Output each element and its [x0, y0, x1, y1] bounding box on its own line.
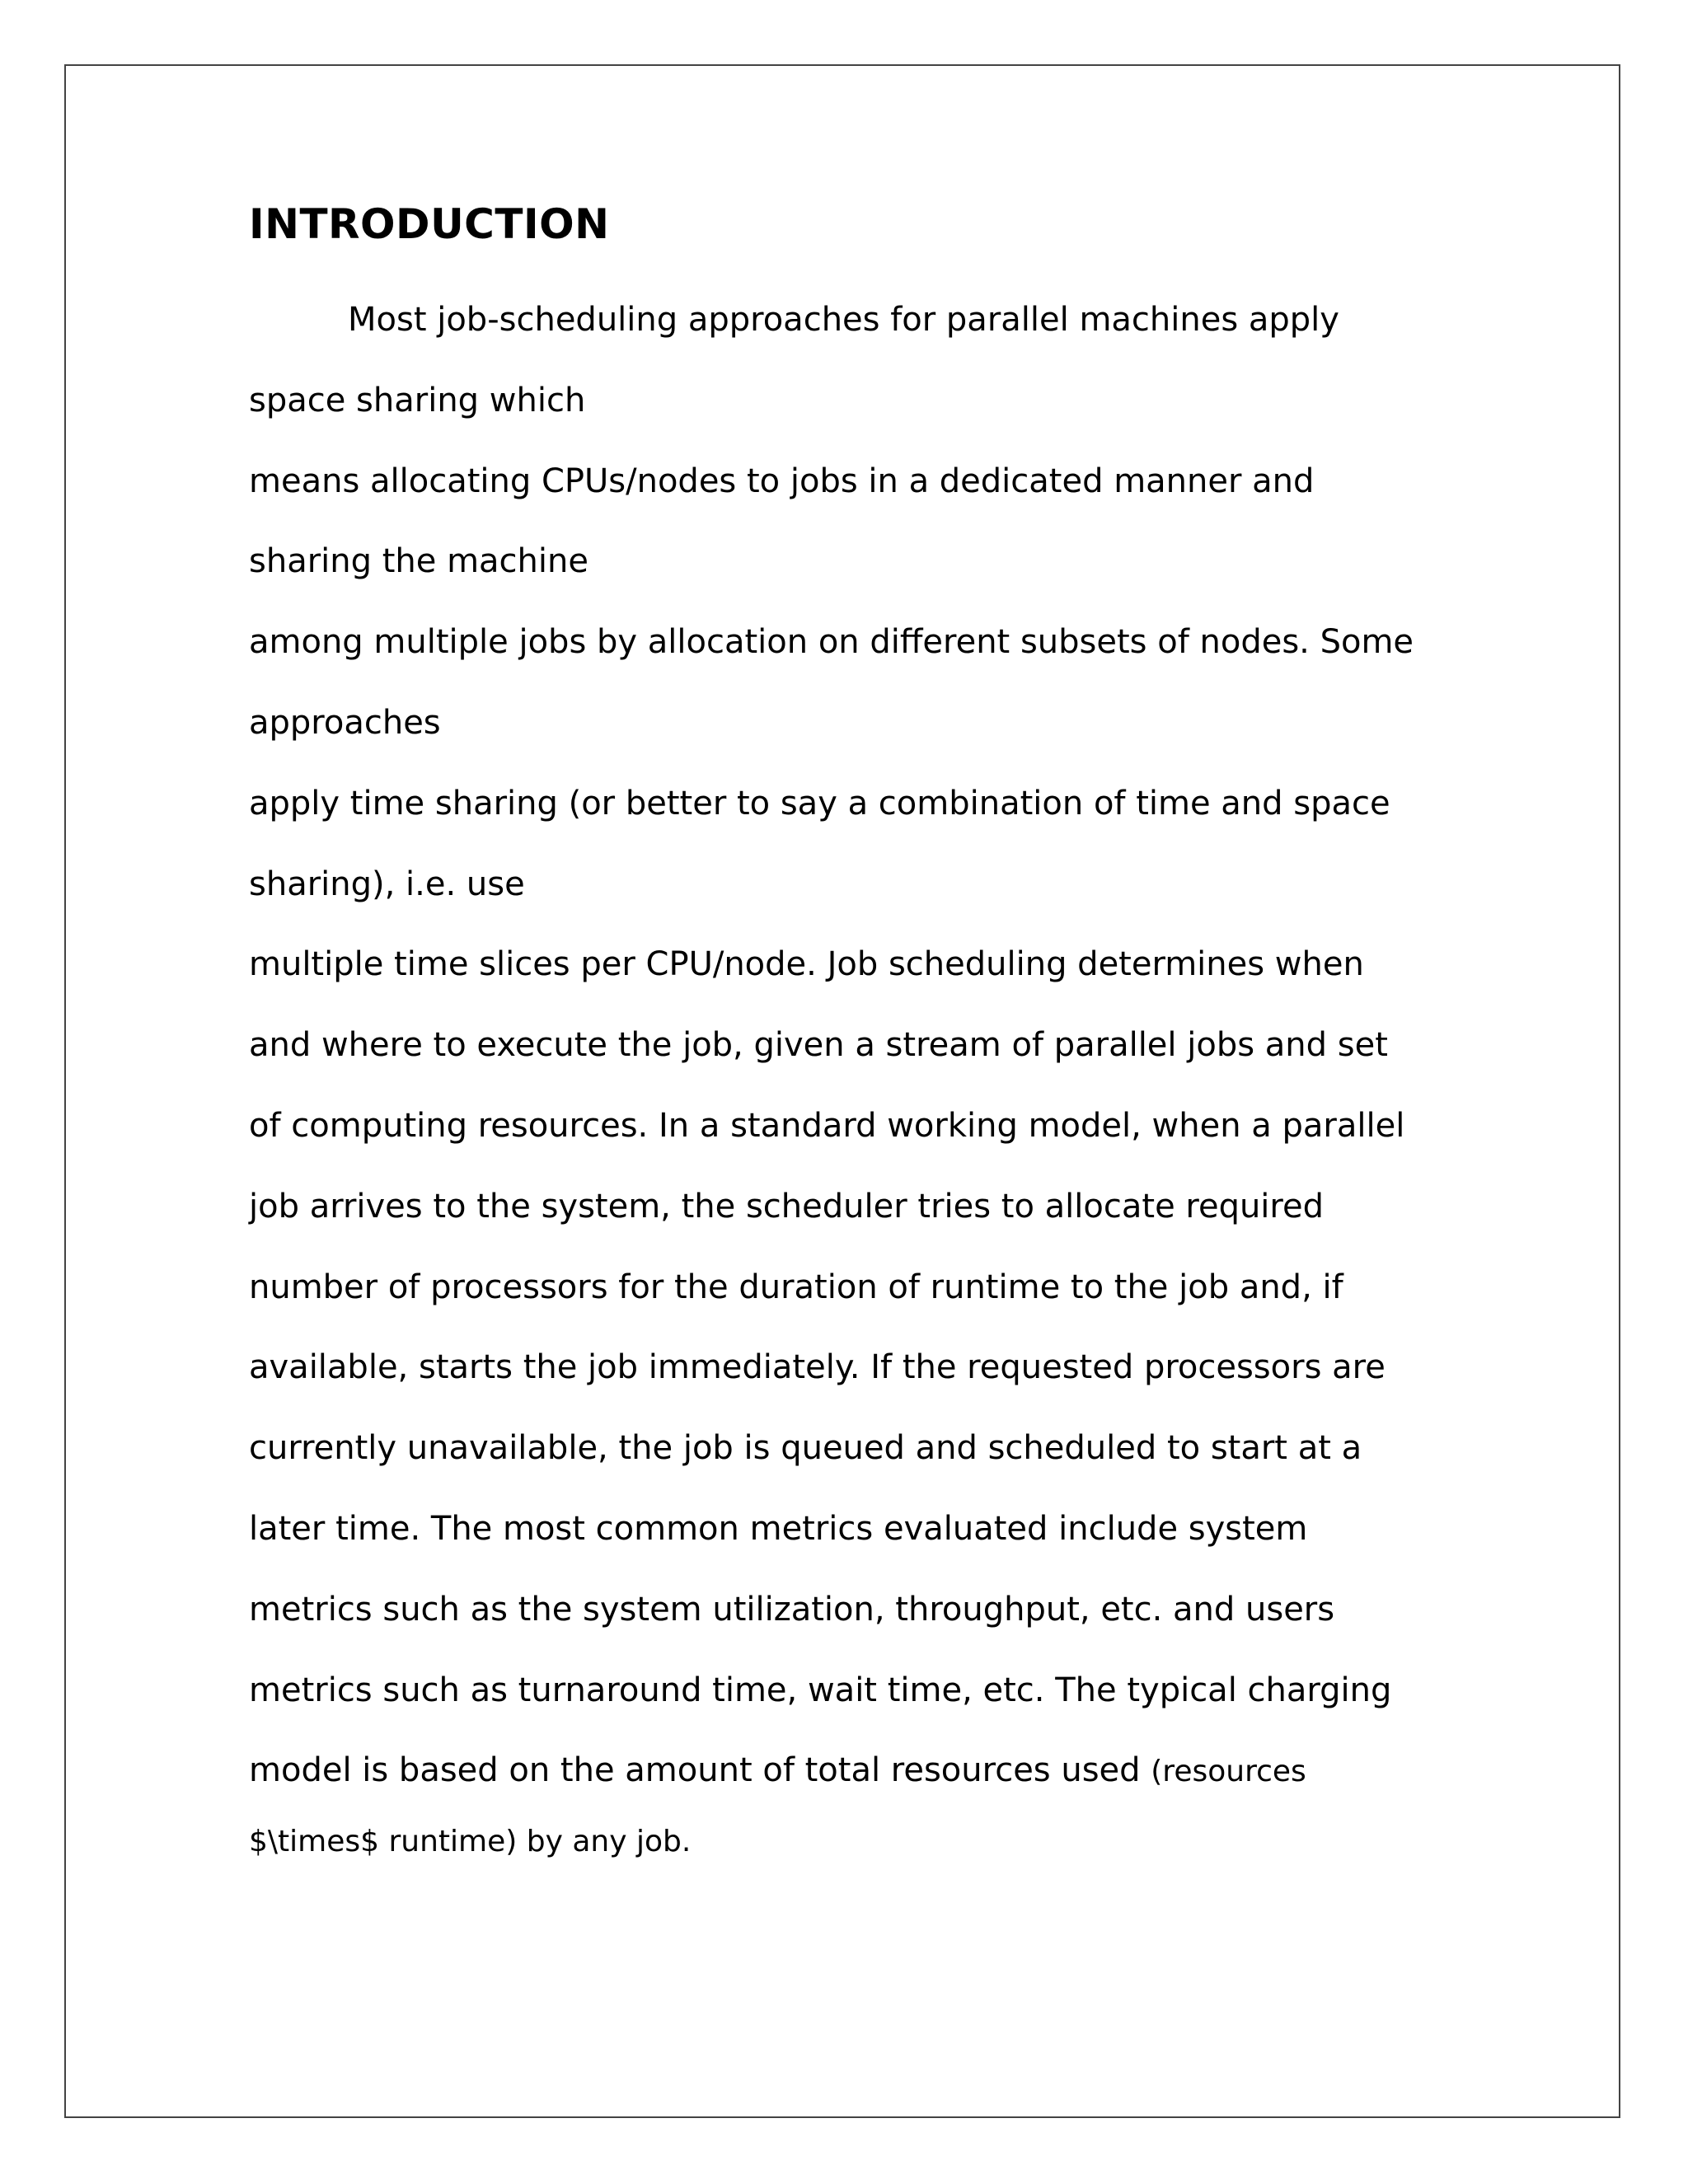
paragraph-line: of computing resources. In a standard working model, when a parallel: [249, 1106, 1405, 1145]
last-line-small-text: (resources: [1151, 1755, 1306, 1789]
paragraph-line: multiple time slices per CPU/node. Job scheduling determines when: [249, 945, 1364, 984]
paragraph-line-last: [249, 1746, 1485, 1826]
paragraph-line: apply time sharing (or better to say a combination of time and space: [249, 784, 1390, 823]
paragraph-line: currently unavailable, the job is queued and scheduled to start at a: [249, 1429, 1362, 1468]
paragraph-line: metrics such as the system utilization, throughput, etc. and users: [249, 1590, 1335, 1629]
paragraph-line: means allocating CPUs/nodes to jobs in a dedicated manner and: [249, 462, 1315, 500]
paragraph-line: later time. The most common metrics evaluated include system: [249, 1509, 1308, 1548]
paragraph-line: sharing the machine: [249, 542, 588, 581]
paragraph-line: space sharing which: [249, 381, 586, 419]
paragraph-line: and where to execute the job, given a stream of parallel jobs and set: [249, 1026, 1388, 1065]
paragraph-line: job arrives to the system, the scheduler tries to allocate required: [249, 1187, 1324, 1226]
paragraph-line: metrics such as turnaround time, wait time, etc. The typical charging: [249, 1671, 1392, 1709]
paragraph-line: approaches: [249, 703, 441, 742]
paragraph-line: available, starts the job immediately. If the requested processors are: [249, 1348, 1386, 1387]
body-paragraph: [249, 295, 1485, 1826]
section-heading: INTRODUCTION: [249, 200, 610, 248]
paragraph-line: sharing), i.e. use: [249, 865, 525, 903]
last-line-main-text: model is based on the amount of total resources used: [249, 1751, 1151, 1790]
paragraph-line: number of processors for the duration of runtime to the job and, if: [249, 1268, 1343, 1306]
paragraph-tail-line: $\times$ runtime) by any job.: [249, 1825, 692, 1858]
paragraph-line: among multiple jobs by allocation on different subsets of nodes. Some: [249, 623, 1414, 662]
paragraph-line: Most job-scheduling approaches for parallel machines apply: [348, 301, 1339, 339]
